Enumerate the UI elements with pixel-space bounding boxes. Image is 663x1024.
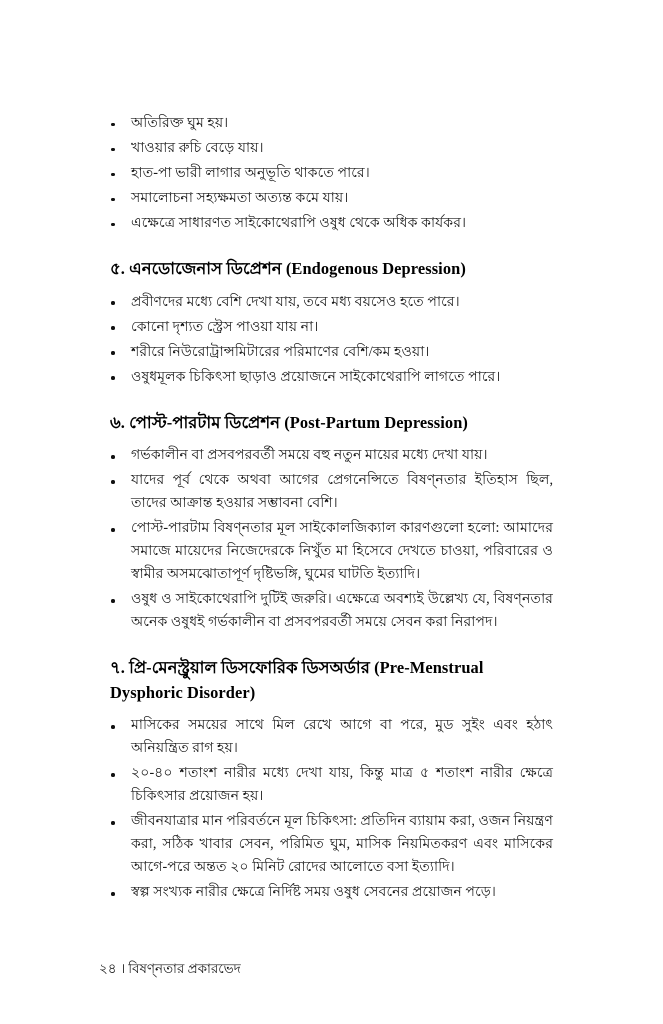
footer-separator: ।	[120, 961, 126, 976]
list-item: জীবনযাত্রার মান পরিবর্তনে মূল চিকিৎসা: প্রতিদিন ব্যায়াম করা, ওজন নিয়ন্ত্রণ করা, সঠিক খাবার সেবন, পরিমিত ঘুম, মাসিক নিয়মিতকরণ এবং মাসিকের আগে-পরে অন্তত ২০ মিনিট রোদের আলোতে বসা ইত্যাদি।	[110, 810, 553, 879]
spacer	[110, 634, 553, 656]
intro-bullet-list	[110, 112, 553, 235]
list-item: পোস্ট-পারটাম বিষণ্নতার মূল সাইকোলজিক্যাল কারণগুলো হলো: আমাদের সমাজে মায়েদের নিজেদেরকে নিখুঁত মা হিসেবে দেখতে চাওয়া, পরিবারের ও স্বামীর অসমঝোতাপূর্ণ দৃষ্টিভঙ্গি, ঘুমের ঘাটতি ইত্যাদি।	[110, 517, 553, 586]
list-item: ওষুধমূলক চিকিৎসা ছাড়াও প্রয়োজনে সাইকোথেরাপি লাগতে পারে।	[110, 366, 553, 389]
list-item: অতিরিক্ত ঘুম হয়।	[110, 112, 553, 135]
page-footer	[99, 960, 241, 979]
list-item: খাওয়ার রুচি বেড়ে যায়।	[110, 137, 553, 160]
section-5-bullet-list	[110, 291, 553, 389]
list-item: প্রবীণদের মধ্যে বেশি দেখা যায়, তবে মধ্য বয়সেও হতে পারে।	[110, 291, 553, 314]
section-heading-6: ৬. পোস্ট-পারটাম ডিপ্রেশন (Post-Partum Depression)	[110, 412, 468, 432]
section-heading-7: ৭. প্রি-মেনস্ট্রুয়াল ডিসফোরিক ডিসঅর্ডার (Pre-Menstrual Dysphoric Disorder)	[110, 658, 484, 702]
list-item: মাসিকের সময়ের সাথে মিল রেখে আগে বা পরে, মুড সুইং এবং হঠাৎ অনিয়ন্ত্রিত রাগ হয়।	[110, 714, 553, 760]
footer-title: বিষণ্নতার প্রকারভেদ	[128, 961, 241, 976]
section-7-bullet-list	[110, 714, 553, 904]
spacer	[110, 435, 553, 444]
page-number: ২৪	[99, 961, 117, 976]
spacer	[110, 389, 553, 411]
spacer	[110, 235, 553, 257]
section-heading-5: ৫. এনডোজেনাস ডিপ্রেশন (Endogenous Depression)	[110, 259, 466, 278]
list-item: হাত-পা ভারী লাগার অনুভূতি থাকতে পারে।	[110, 162, 553, 185]
list-item: শরীরে নিউরোট্রান্সমিটারের পরিমাণের বেশি/কম হওয়া।	[110, 341, 553, 364]
list-item: সমালোচনা সহ্যক্ষমতা অত্যন্ত কমে যায়।	[110, 187, 553, 210]
list-item: গর্ভকালীন বা প্রসবপরবর্তী সময়ে বহু নতুন মায়ের মধ্যে দেখা যায়।	[110, 444, 553, 467]
list-item: এক্ষেত্রে সাধারণত সাইকোথেরাপি ওষুধ থেকে অধিক কার্যকর।	[110, 212, 553, 235]
list-item: কোনো দৃশ্যত স্ট্রেস পাওয়া যায় না।	[110, 316, 553, 339]
list-item: ওষুধ ও সাইকোথেরাপি দুটিই জরুরি। এক্ষেত্রে অবশ্যই উল্লেখ্য যে, বিষণ্নতার অনেক ওষুধই গর্ভকালীন বা প্রসবপরবর্তী সময়ে সেবন করা নিরাপদ।	[110, 588, 553, 634]
spacer	[110, 705, 553, 714]
list-item: ২০-৪০ শতাংশ নারীর মধ্যে দেখা যায়, কিন্তু মাত্র ৫ শতাংশ নারীর ক্ষেত্রে চিকিৎসার প্রয়োজন হয়।	[110, 762, 553, 808]
list-item: যাদের পূর্ব থেকে অথবা আগের প্রেগনেন্সিতে বিষণ্নতার ইতিহাস ছিল, তাদের আক্রান্ত হওয়ার সম্ভাবনা বেশি।	[110, 469, 553, 515]
spacer	[110, 282, 553, 291]
page-content	[110, 112, 553, 904]
list-item: স্বল্প সংখ্যক নারীর ক্ষেত্রে নির্দিষ্ট সময় ওষুধ সেবনের প্রয়োজন পড়ে।	[110, 881, 553, 904]
section-6-bullet-list	[110, 444, 553, 634]
